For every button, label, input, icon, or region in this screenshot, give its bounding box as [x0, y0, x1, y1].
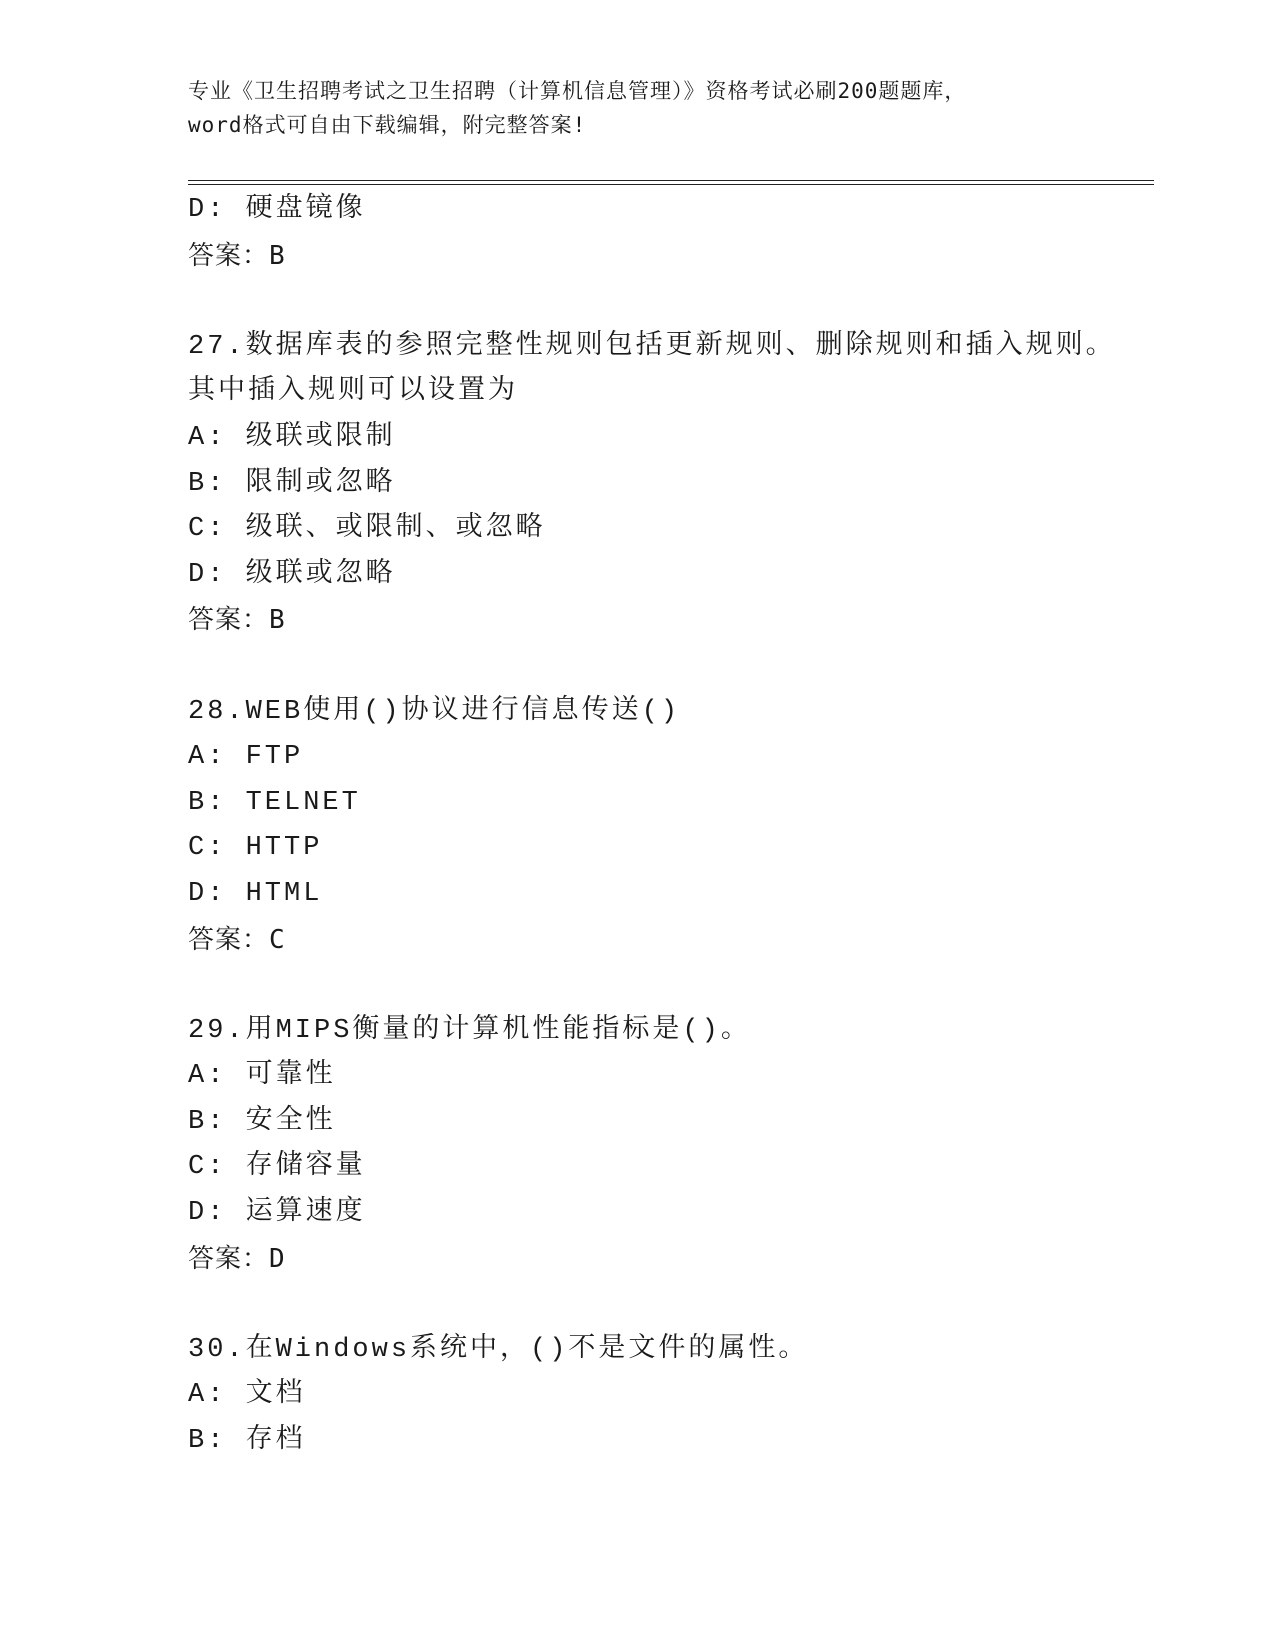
answer-line: 答案：C [188, 924, 286, 955]
answer-line: 答案：B [188, 240, 286, 271]
question-28 [188, 690, 1148, 964]
answer-line: 答案：B [188, 605, 286, 636]
spacer [188, 644, 1148, 690]
option-c: C: 级联、或限制、或忽略 [188, 514, 546, 545]
option-a: A: 可靠性 [188, 1061, 336, 1092]
spacer [188, 963, 1148, 1009]
answer-line: 答案：D [188, 1243, 286, 1274]
question-stem: 30.在Windows系统中，()不是文件的属性。 [188, 1334, 809, 1365]
question-content [188, 188, 1148, 1465]
option-b: B: 存档 [188, 1426, 306, 1457]
option-a: A: FTP [188, 742, 304, 773]
option-b: B: 限制或忽略 [188, 468, 396, 499]
option-d: D: HTML [188, 878, 323, 909]
option-c: C: 存储容量 [188, 1152, 366, 1183]
option-b: B: TELNET [188, 787, 361, 818]
question-30 [188, 1328, 1148, 1465]
option-a: A: 文档 [188, 1380, 306, 1411]
header-title-line-2: word格式可自由下载编辑，附完整答案! [188, 113, 587, 137]
option-c: C: HTTP [188, 833, 323, 864]
option-d: D: 运算速度 [188, 1198, 366, 1229]
spacer [188, 279, 1148, 325]
question-stem: 29.用MIPS衡量的计算机性能指标是()。 [188, 1015, 751, 1046]
option-a: A: 级联或限制 [188, 422, 396, 453]
question-stem: 28.WEB使用()协议进行信息传送() [188, 696, 681, 727]
document-header [188, 74, 1088, 142]
option-d: D: 硬盘镜像 [188, 195, 366, 225]
question-stem-continued: 其中插入规则可以设置为 [188, 377, 518, 408]
spacer [188, 1282, 1148, 1328]
question-27 [188, 325, 1148, 644]
question-stem: 27.数据库表的参照完整性规则包括更新规则、删除规则和插入规则。 [188, 331, 1116, 362]
option-d: D: 级联或忽略 [188, 559, 396, 590]
option-b: B: 安全性 [188, 1106, 336, 1137]
question-29 [188, 1009, 1148, 1283]
header-title-line-1: 专业《卫生招聘考试之卫生招聘（计算机信息管理）》资格考试必刷200题题库， [188, 79, 967, 103]
header-divider-bottom [188, 184, 1154, 185]
header-divider-top [188, 180, 1154, 181]
